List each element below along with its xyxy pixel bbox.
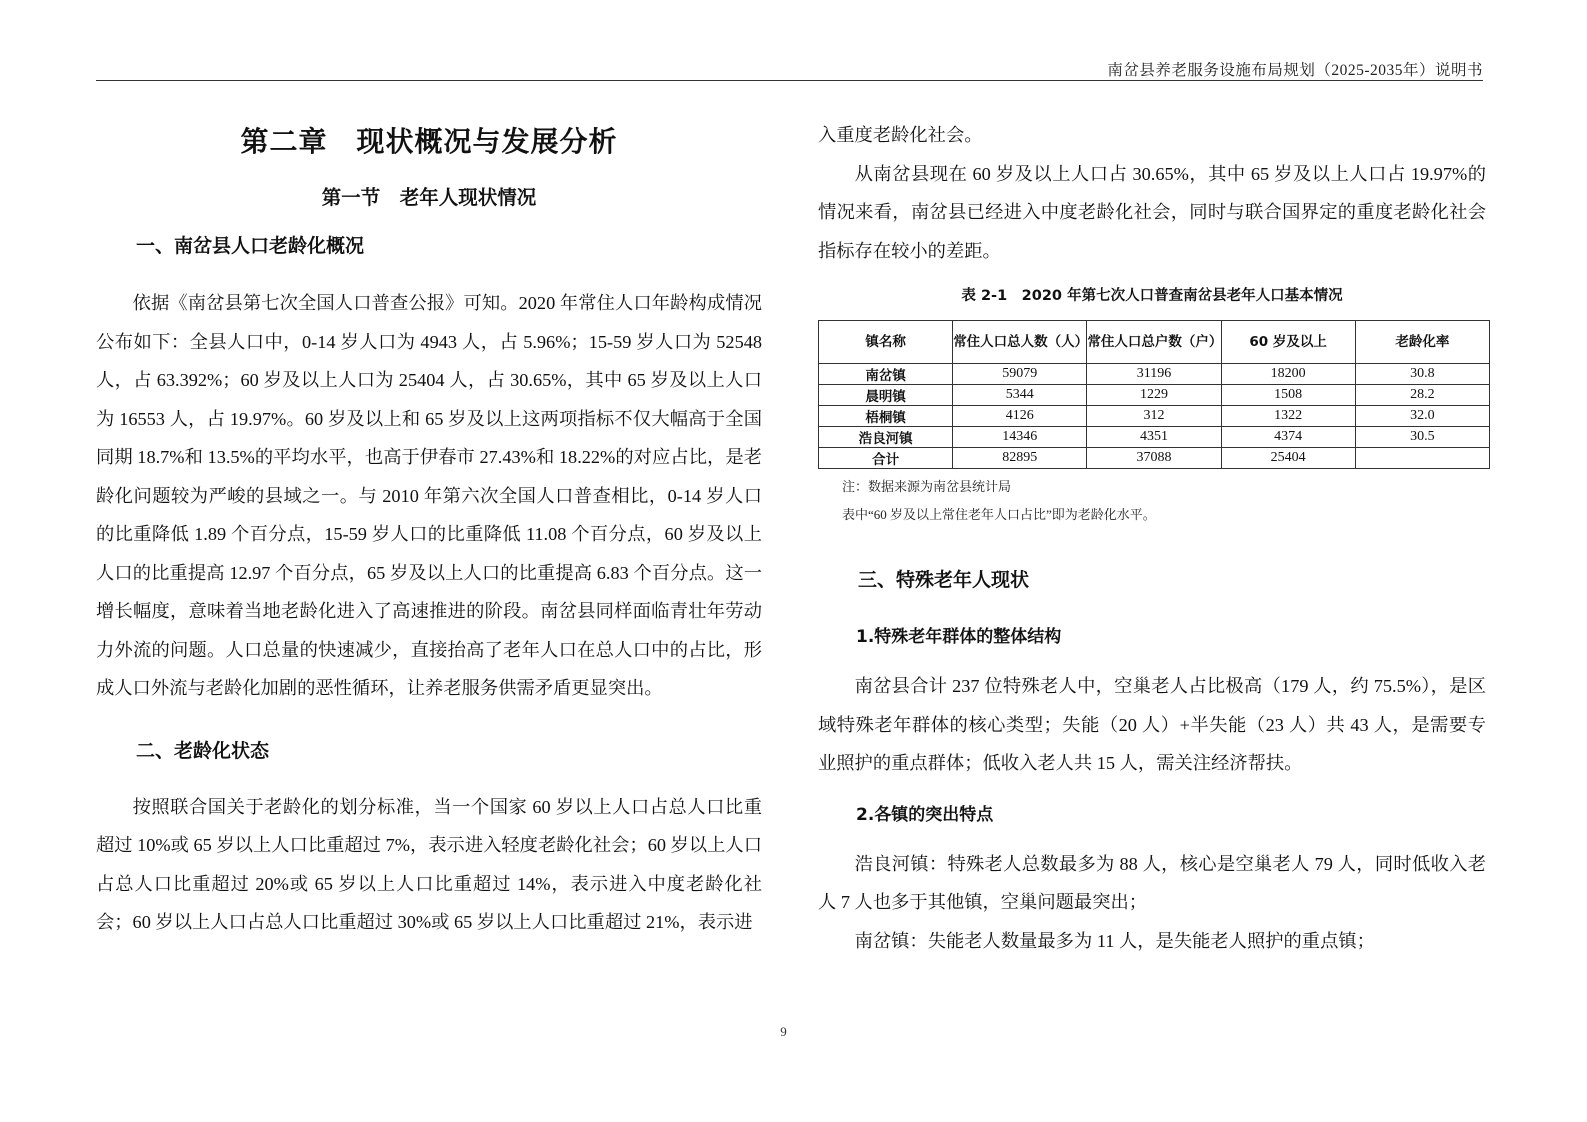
cell-age-60-plus: 1508: [1221, 385, 1355, 406]
column-header: 镇名称: [819, 321, 953, 364]
cell-population: 82895: [953, 448, 1087, 469]
heading-aging-status: 二、老龄化状态: [136, 739, 270, 762]
cell-households: 312: [1087, 406, 1221, 427]
cell-age-60-plus: 1322: [1221, 406, 1355, 427]
column-header: 60 岁及以上: [1221, 321, 1355, 364]
cell-age-60-plus: 25404: [1221, 448, 1355, 469]
table-row: [819, 385, 1490, 406]
cell-town-name: 梧桐镇: [819, 406, 953, 427]
cell-households: 31196: [1087, 364, 1221, 385]
paragraph-special-elderly-structure: 南岔县合计 237 位特殊老人中，空巢老人占比极高（179 人，约 75.5%），是区域特殊老年群体的核心类型；失能（20 人）+半失能（23 人）共 43 人，是需要专业照护的重点群体；低收入老人共 15 人，需关注经济帮扶。: [818, 676, 1486, 773]
cell-population: 5344: [953, 385, 1087, 406]
table-header-row: [819, 321, 1490, 364]
table-caption: 表 2-1 2020 年第七次人口普查南岔县老年人口基本情况: [961, 288, 1343, 304]
chapter-title: 第二章 现状概况与发展分析: [240, 125, 618, 158]
subheading-town-features: 2.各镇的突出特点: [856, 804, 994, 825]
right-column: [818, 110, 1486, 960]
cell-town-name: 晨明镇: [819, 385, 953, 406]
header-divider: [96, 80, 1483, 81]
table-row: [819, 427, 1490, 448]
paragraph-census-overview: 依据《南岔县第七次全国人口普查公报》可知。2020 年常住人口年龄构成情况公布如下：全县人口中，0-14 岁人口为 4943 人，占 5.96%；15-59 岁人口为 52548 人，占 63.392%；60 岁及以上人口为 25404 人，占 30.65%，其中 65 岁及以上人口为 16553 人，占 19.97%。60 岁及以上和 65 岁及以上这两项指标不仅大幅高于全国同期 18.7%和 13.5%的平均水平，也高于伊春市 27.43%和 18.22%的对应占比，是老龄化问题较为严峻的县域之一。与 2010 年第六次全国人口普查相比，0-14 岁人口的比重降低 1.89 个百分点，15-59 岁人口的比重降低 11.08 个百分点，60 岁及以上人口的比重提高 12.97 个百分点，65 岁及以上人口的比重提高 6.83 个百分点。这一增长幅度，意味着当地老龄化进入了高速推进的阶段。南岔县同样面临青壮年劳动力外流的问题。人口总量的快速减少，直接抬高了老年人口在总人口中的占比，形成人口外流与老龄化加剧的恶性循环，让养老服务供需矛盾更显突出。: [96, 293, 762, 698]
cell-town-name: 浩良河镇: [819, 427, 953, 448]
paragraph-continuation: 入重度老龄化社会。: [818, 125, 983, 145]
column-header: 老龄化率: [1355, 321, 1489, 364]
cell-aging-rate: [1355, 448, 1489, 469]
cell-aging-rate: 30.8: [1355, 364, 1489, 385]
heading-special-elderly: 三、特殊老年人现状: [858, 569, 1030, 591]
paragraph-haolianghe-town: 浩良河镇：特殊老人总数最多为 88 人，核心是空巢老人 79 人，同时低收入老人 7 人也多于其他镇，空巢问题最突出；: [818, 853, 1486, 912]
paragraph-aging-assessment: 从南岔县现在 60 岁及以上人口占 30.65%，其中 65 岁及以上人口占 19.97%的情况来看，南岔县已经进入中度老龄化社会，同时与联合国界定的重度老龄化社会指标存在较小的差距。: [818, 163, 1486, 261]
paragraph-nancha-town: 南岔镇：失能老人数量最多为 11 人，是失能老人照护的重点镇；: [854, 930, 1375, 951]
cell-age-60-plus: 18200: [1221, 364, 1355, 385]
table-note-source: 注：数据来源为南岔县统计局: [842, 479, 1012, 494]
cell-aging-rate: 32.0: [1355, 406, 1489, 427]
cell-aging-rate: 30.5: [1355, 427, 1489, 448]
cell-population: 14346: [953, 427, 1087, 448]
page-number: [0, 1024, 1587, 1040]
cell-total-label: 合计: [819, 448, 953, 469]
table-total-row: [819, 448, 1490, 469]
cell-households: 37088: [1087, 448, 1221, 469]
column-header: 常住人口总户数（户）: [1087, 321, 1221, 364]
running-header: 南岔县养老服务设施布局规划（2025-2035年）说明书: [1107, 62, 1483, 79]
paragraph-un-standard: 按照联合国关于老龄化的划分标准，当一个国家 60 岁以上人口占总人口比重超过 10%或 65 岁以上人口比重超过 7%，表示进入轻度老龄化社会；60 岁以上人口占总人口比重超过 20%或 65 岁以上人口比重超过 14%，表示进入中度老龄化社会；60 岁以上人口占总人口比重超过 30%或 65 岁以上人口比重超过 21%，表示进: [96, 796, 762, 932]
table-row: [819, 364, 1490, 385]
cell-households: 1229: [1087, 385, 1221, 406]
page-number-text: 9: [780, 1024, 787, 1039]
cell-town-name: 南岔镇: [819, 364, 953, 385]
column-header: 常住人口总人数（人）: [953, 321, 1087, 364]
cell-population: 59079: [953, 364, 1087, 385]
cell-households: 4351: [1087, 427, 1221, 448]
table-note-definition: 表中“60 岁及以上常住老年人口占比”即为老龄化水平。: [842, 507, 1156, 522]
table-row: [819, 406, 1490, 427]
cell-aging-rate: 28.2: [1355, 385, 1489, 406]
section-title: 第一节 老年人现状情况: [321, 186, 537, 209]
cell-population: 4126: [953, 406, 1087, 427]
heading-aging-overview: 一、南岔县人口老龄化概况: [136, 235, 365, 257]
left-column: [96, 110, 762, 942]
elderly-population-table: [818, 320, 1490, 469]
cell-age-60-plus: 4374: [1221, 427, 1355, 448]
subheading-overall-structure: 1.特殊老年群体的整体结构: [856, 627, 1062, 647]
